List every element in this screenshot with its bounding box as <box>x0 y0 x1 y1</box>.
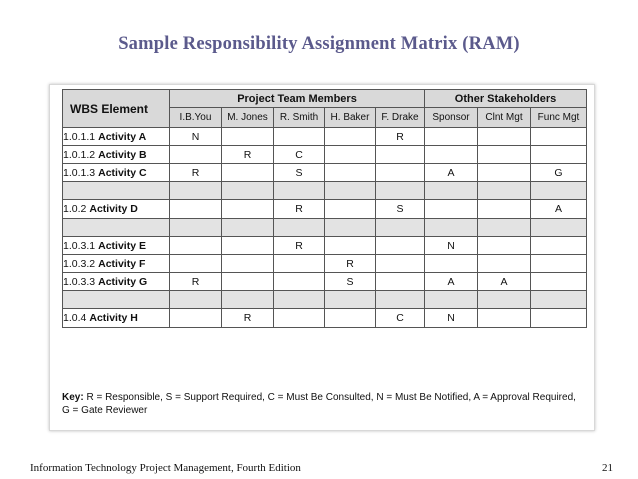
empty-cell <box>222 182 274 200</box>
column-header: Clnt Mgt <box>478 108 531 128</box>
role-cell <box>274 255 325 273</box>
table-row <box>63 273 587 291</box>
role-cell: R <box>170 164 222 182</box>
other-stakeholders-header: Other Stakeholders <box>425 90 587 108</box>
role-cell <box>170 200 222 219</box>
wbs-code: 1.0.1.1 <box>63 130 96 143</box>
footer-source: Information Technology Project Management, Fourth Edition <box>30 462 301 474</box>
role-cell: S <box>325 273 376 291</box>
role-cell <box>531 309 587 328</box>
role-cell: C <box>274 146 325 164</box>
role-cell <box>478 146 531 164</box>
wbs-code: 1.0.3.2 <box>63 257 96 270</box>
wbs-code: 1.0.2 <box>63 203 87 215</box>
empty-cell <box>274 291 325 309</box>
activity-name: Activity H <box>89 312 138 324</box>
role-cell <box>325 309 376 328</box>
role-cell <box>478 164 531 182</box>
role-cell <box>325 146 376 164</box>
empty-cell <box>376 219 425 237</box>
empty-cell <box>425 182 478 200</box>
activity-name: Activity F <box>98 257 146 270</box>
role-cell: S <box>376 200 425 219</box>
role-cell: R <box>274 237 325 255</box>
empty-cell <box>63 219 170 237</box>
role-cell: N <box>170 128 222 146</box>
role-cell <box>325 128 376 146</box>
empty-cell <box>222 291 274 309</box>
role-cell: R <box>170 273 222 291</box>
role-cell <box>425 146 478 164</box>
key-label: Key: <box>62 392 84 403</box>
role-cell <box>222 237 274 255</box>
role-cell <box>376 164 425 182</box>
wbs-code: 1.0.3.1 <box>63 239 96 252</box>
table-row <box>63 237 587 255</box>
role-cell <box>325 200 376 219</box>
role-cell <box>376 237 425 255</box>
empty-cell <box>63 291 170 309</box>
empty-cell <box>63 182 170 200</box>
ram-table <box>62 89 587 328</box>
role-cell <box>376 146 425 164</box>
role-cell: R <box>222 146 274 164</box>
table-row <box>63 255 587 273</box>
role-cell <box>222 200 274 219</box>
role-cell <box>274 128 325 146</box>
role-cell <box>222 273 274 291</box>
role-cell <box>170 146 222 164</box>
wbs-code: 1.0.3.3 <box>63 275 96 288</box>
empty-cell <box>274 182 325 200</box>
wbs-code: 1.0.1.2 <box>63 148 96 161</box>
wbs-code: 1.0.4 <box>63 312 87 324</box>
key-description: R = Responsible, S = Support Required, C = Must Be Consulted, N = Must Be Notified, A = Approval Required, G = Gate Reviewer <box>62 392 576 416</box>
role-cell <box>376 255 425 273</box>
role-cell: A <box>478 273 531 291</box>
wbs-cell <box>63 273 170 291</box>
wbs-cell <box>63 200 170 219</box>
activity-name: Activity G <box>98 275 148 288</box>
spacer-row <box>63 182 587 200</box>
column-header: Sponsor <box>425 108 478 128</box>
role-cell <box>222 164 274 182</box>
role-cell: A <box>531 200 587 219</box>
role-cell: N <box>425 309 478 328</box>
table-row <box>63 200 587 219</box>
wbs-cell <box>63 237 170 255</box>
column-header: H. Baker <box>325 108 376 128</box>
role-cell: R <box>274 200 325 219</box>
page-number: 21 <box>602 462 613 474</box>
empty-cell <box>478 219 531 237</box>
empty-cell <box>325 219 376 237</box>
wbs-element-header: WBS Element <box>63 90 170 128</box>
empty-cell <box>325 182 376 200</box>
role-cell <box>170 255 222 273</box>
role-cell <box>531 273 587 291</box>
role-cell: R <box>222 309 274 328</box>
role-cell <box>274 273 325 291</box>
role-cell <box>425 255 478 273</box>
role-cell: S <box>274 164 325 182</box>
empty-cell <box>376 182 425 200</box>
column-header: M. Jones <box>222 108 274 128</box>
role-cell: A <box>425 164 478 182</box>
role-cell <box>222 255 274 273</box>
role-cell <box>531 255 587 273</box>
project-team-members-header: Project Team Members <box>170 90 425 108</box>
wbs-cell <box>63 255 170 273</box>
role-cell <box>531 237 587 255</box>
empty-cell <box>478 291 531 309</box>
role-cell: A <box>425 273 478 291</box>
empty-cell <box>170 291 222 309</box>
activity-name: Activity E <box>98 239 146 252</box>
role-cell: C <box>376 309 425 328</box>
role-cell <box>478 255 531 273</box>
activity-name: Activity B <box>98 148 147 161</box>
role-cell <box>325 237 376 255</box>
wbs-cell <box>63 128 170 146</box>
role-cell <box>531 146 587 164</box>
table-row <box>63 309 587 328</box>
role-cell <box>531 128 587 146</box>
wbs-cell <box>63 146 170 164</box>
activity-name: Activity C <box>98 166 147 179</box>
empty-cell <box>222 219 274 237</box>
role-cell <box>478 237 531 255</box>
role-cell <box>222 128 274 146</box>
wbs-cell <box>63 164 170 182</box>
empty-cell <box>170 182 222 200</box>
spacer-row <box>63 291 587 309</box>
empty-cell <box>531 219 587 237</box>
column-header: R. Smith <box>274 108 325 128</box>
spacer-row <box>63 219 587 237</box>
column-header: F. Drake <box>376 108 425 128</box>
role-cell <box>478 309 531 328</box>
column-header: I.B.You <box>170 108 222 128</box>
role-cell <box>425 128 478 146</box>
role-cell <box>478 200 531 219</box>
role-cell <box>170 237 222 255</box>
empty-cell <box>325 291 376 309</box>
wbs-code: 1.0.1.3 <box>63 166 96 179</box>
role-cell <box>170 309 222 328</box>
wbs-cell <box>63 309 170 328</box>
table-row <box>63 164 587 182</box>
empty-cell <box>274 219 325 237</box>
role-cell <box>376 273 425 291</box>
role-cell: G <box>531 164 587 182</box>
role-cell <box>274 309 325 328</box>
slide-title: Sample Responsibility Assignment Matrix (RAM) <box>118 34 520 54</box>
empty-cell <box>425 291 478 309</box>
role-cell <box>325 164 376 182</box>
role-cell: N <box>425 237 478 255</box>
empty-cell <box>531 291 587 309</box>
empty-cell <box>425 219 478 237</box>
legend-key <box>62 392 586 417</box>
empty-cell <box>531 182 587 200</box>
activity-name: Activity A <box>98 130 147 143</box>
empty-cell <box>376 291 425 309</box>
activity-name: Activity D <box>89 203 138 215</box>
column-header: Func Mgt <box>531 108 587 128</box>
empty-cell <box>170 219 222 237</box>
role-cell: R <box>376 128 425 146</box>
table-row <box>63 128 587 146</box>
role-cell: R <box>325 255 376 273</box>
ram-table-body <box>63 128 587 328</box>
table-row <box>63 146 587 164</box>
role-cell <box>478 128 531 146</box>
empty-cell <box>478 182 531 200</box>
role-cell <box>425 200 478 219</box>
